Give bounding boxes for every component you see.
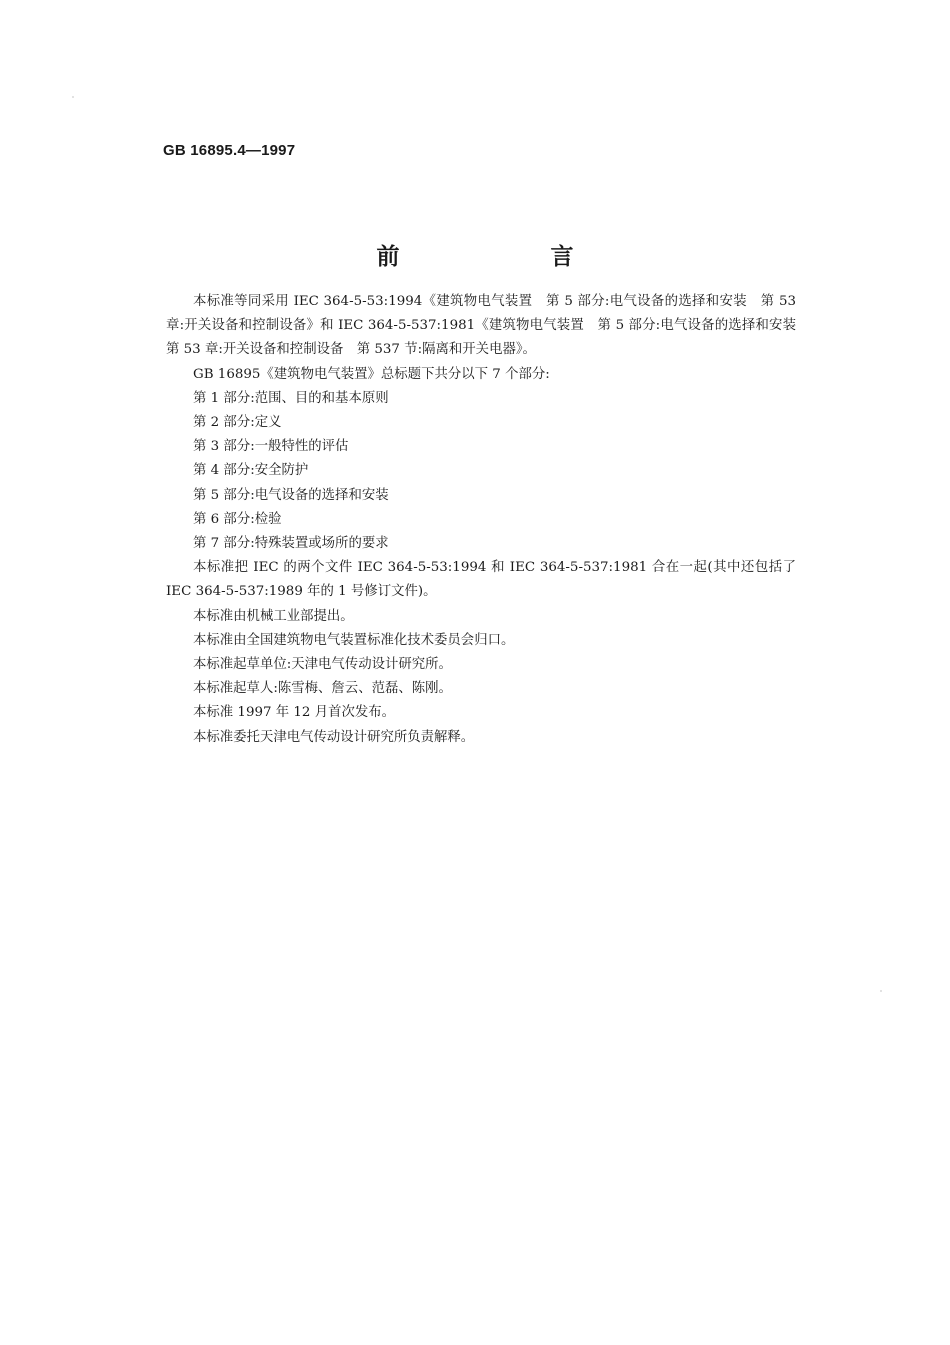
list-item-part-3: 第 3 部分:一般特性的评估 [193,439,349,455]
paragraph-first-issue: 本标准 1997 年 12 月首次发布。 [193,705,396,721]
paragraph-series-intro: GB 16895《建筑物电气装置》总标题下共分以下 7 个部分: [193,366,550,382]
scan-speck [880,990,882,992]
standard-code: GB 16895.4—1997 [163,142,296,159]
list-item-part-7: 第 7 部分:特殊装置或场所的要求 [193,536,389,552]
paragraph-adoption: 本标准等同采用 IEC 364-5-53:1994《建筑物电气装置 第 5 部分:电气设备的选择和安装 第 53 章:开关设备和控制设备》和 IEC 364-5-537:1981《建筑物电气装置 第 5 部分:电气设备的选择和安装 第 53 章:开关设备和控制设备 第 537 节:隔离和开关电器》。 [166,294,810,358]
foreword-body [166,290,810,750]
page-title: 前 言 [376,244,638,270]
list-item-part-4: 第 4 部分:安全防护 [193,463,309,479]
scan-speck [72,96,74,98]
paragraph-drafters: 本标准起草人:陈雪梅、詹云、范磊、陈刚。 [193,681,452,697]
paragraph-drafting-unit: 本标准起草单位:天津电气传动设计研究所。 [193,657,452,673]
list-item-part-6: 第 6 部分:检验 [193,511,282,527]
list-item-part-2: 第 2 部分:定义 [193,415,282,431]
paragraph-interpretation: 本标准委托天津电气传动设计研究所负责解释。 [193,729,475,745]
list-item-part-5: 第 5 部分:电气设备的选择和安装 [193,487,389,503]
paragraph-proposer: 本标准由机械工业部提出。 [193,608,354,624]
paragraph-committee: 本标准由全国建筑物电气装置标准化技术委员会归口。 [193,632,515,648]
paragraph-combination: 本标准把 IEC 的两个文件 IEC 364-5-53:1994 和 IEC 364-5-537:1981 合在一起(其中还包括了 IEC 364-5-537:1989 年的 1 号修订文件)。 [166,560,796,600]
list-item-part-1: 第 1 部分:范围、目的和基本原则 [193,390,389,406]
